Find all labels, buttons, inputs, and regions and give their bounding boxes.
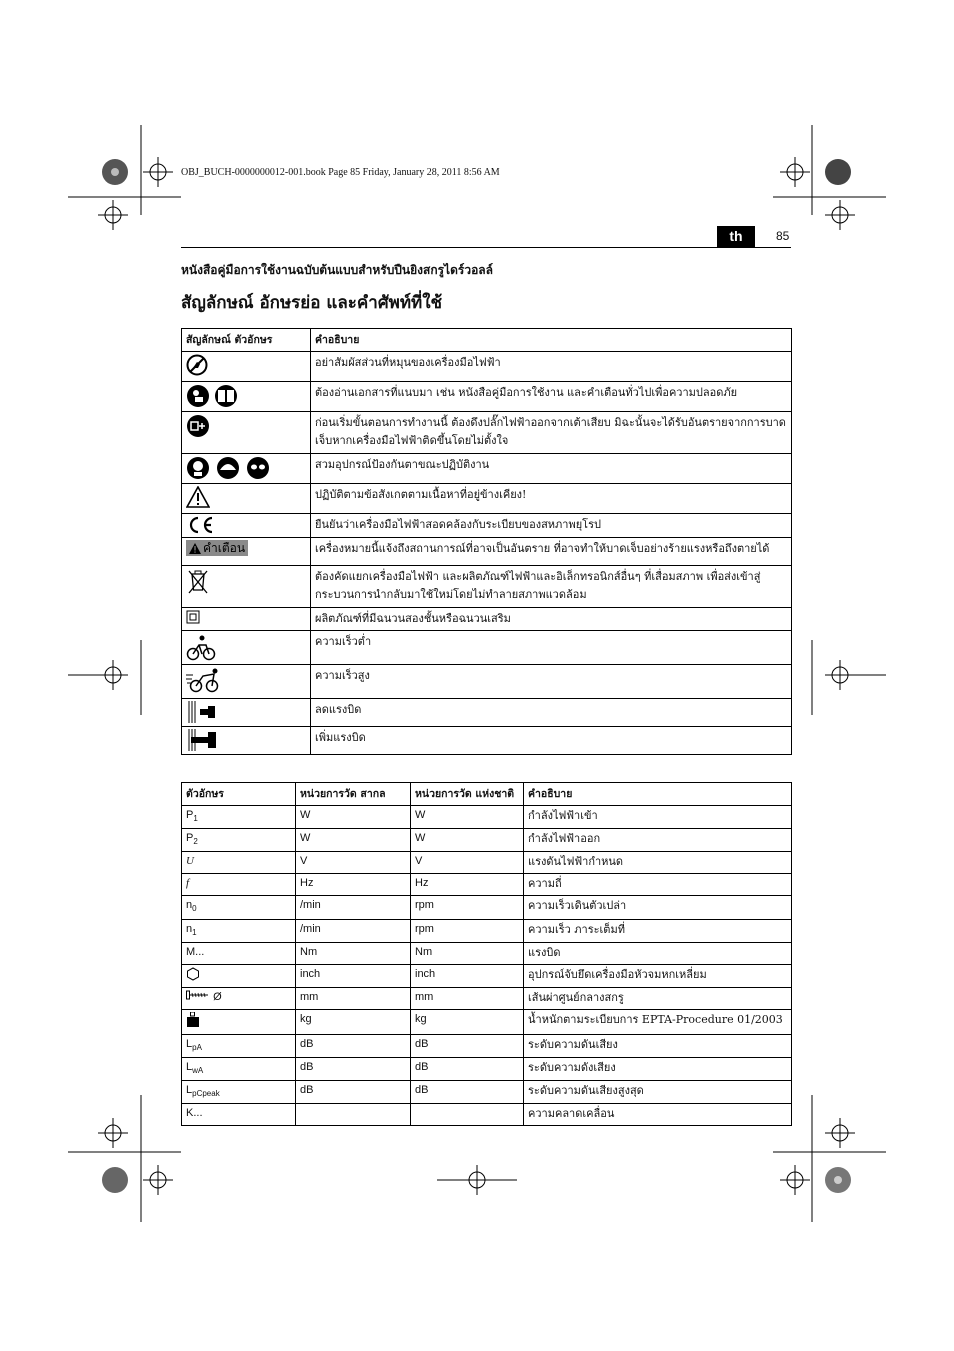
symbol-description: ต้องคัดแยกเครื่องมือไฟฟ้า และผลิตภัณฑ์ไฟฟ้าและอิเล็กทรอนิกส์อื่นๆ ที่เสื่อมสภาพ เพื่อส่งเข้าสู่กระบวนการนำกลับมาใช้ใหม่โดยไม่ทำลายสภาพแวดล้อม [311, 566, 792, 608]
unit-national: rpm [411, 896, 524, 919]
table-row [182, 942, 792, 964]
column-header: หน่วยการวัด สากล [296, 783, 411, 806]
table-row [182, 608, 792, 631]
warning-triangle-icon [189, 543, 201, 554]
table-row [182, 806, 792, 829]
unit-description: ความคลาดเคลื่อน [524, 1104, 792, 1126]
unit-symbol [182, 1009, 296, 1034]
symbol-description: ผลิตภัณฑ์ที่มีฉนวนสองชั้นหรือฉนวนเสริม [311, 608, 792, 631]
unit-national: rpm [411, 919, 524, 942]
unit-description: ระดับความดันเสียงสูงสุด [524, 1081, 792, 1104]
fast-speed-icon [186, 667, 220, 693]
slow-speed-icon [186, 633, 216, 661]
unit-symbol: $L_{wA}$ [182, 1057, 296, 1080]
unit-national: Nm [411, 942, 524, 964]
unit-description: ความถี่ [524, 874, 792, 896]
unit-description: กำลังไฟฟ้าออก [524, 829, 792, 852]
table-row [182, 665, 792, 699]
unit-si: mm [296, 987, 411, 1009]
unit-description: ความเร็วเดินตัวเปล่า [524, 896, 792, 919]
double-insulation-icon [186, 610, 200, 624]
table-row [182, 538, 792, 566]
table-row [182, 919, 792, 942]
protective-equipment-icon [186, 456, 270, 480]
unit-si: Nm [296, 942, 411, 964]
table-row [182, 1104, 792, 1126]
unit-description: ระดับความดันเสียง [524, 1034, 792, 1057]
unit-symbol: $L_{pCpeak}$ [182, 1081, 296, 1104]
symbol-description: ลดแรงบิด [311, 699, 792, 727]
unit-si: kg [296, 1009, 411, 1034]
table-row [182, 514, 792, 538]
unit-national: dB [411, 1034, 524, 1057]
unit-description: แรงดันไฟฟ้ากำหนด [524, 852, 792, 874]
unit-national: W [411, 829, 524, 852]
manual-subtitle: หนังสือคู่มือการใช้งานฉบับต้นแบบสำหรับปืนยิงสกรูไดร์วอลล์ [181, 263, 493, 277]
unit-national [411, 1104, 524, 1126]
unit-national: dB [411, 1057, 524, 1080]
table-row [182, 382, 792, 412]
no-touch-rotating-icon [186, 354, 208, 376]
unit-symbol: K... [182, 1104, 296, 1126]
screw-icon [186, 990, 210, 1000]
symbol-description: ปฏิบัติตามข้อสังเกตตามเนื้อหาที่อยู่ข้างเคียง! [311, 484, 792, 514]
symbols-table [181, 328, 792, 755]
ce-mark-icon [186, 516, 214, 534]
warning-triangle-icon [186, 486, 210, 508]
unit-description: แรงบิด [524, 942, 792, 964]
unit-national: Hz [411, 874, 524, 896]
unit-si: dB [296, 1034, 411, 1057]
unit-symbol: $n_1$ [182, 919, 296, 942]
column-header: สัญลักษณ์ ตัวอักษร [182, 329, 311, 352]
table-row [182, 1009, 792, 1034]
book-info-line: OBJ_BUCH-0000000012-001.book Page 85 Friday, January 28, 2011 8:56 AM [181, 167, 500, 178]
column-header: คำอธิบาย [524, 783, 792, 806]
hex-chuck-icon [186, 967, 200, 981]
table-row [182, 1081, 792, 1104]
column-header: ตัวอักษร [182, 783, 296, 806]
symbol-description: อย่าสัมผัสส่วนที่หมุนของเครื่องมือไฟฟ้า [311, 352, 792, 382]
unit-symbol: $L_{pA}$ [182, 1034, 296, 1057]
unit-national: W [411, 806, 524, 829]
header-rule [181, 247, 791, 248]
unit-si: /min [296, 896, 411, 919]
unit-si: V [296, 852, 411, 874]
unit-symbol: $P_2$ [182, 829, 296, 852]
table-row [182, 699, 792, 727]
unit-si: dB [296, 1081, 411, 1104]
table-row [182, 874, 792, 896]
warning-badge [186, 540, 248, 556]
unit-national: dB [411, 1081, 524, 1104]
unit-symbol [182, 964, 296, 987]
table-row [182, 829, 792, 852]
torque-decrease-icon [186, 701, 218, 723]
table-row [182, 1057, 792, 1080]
table-row [182, 454, 792, 484]
unit-si: inch [296, 964, 411, 987]
table-row [182, 566, 792, 608]
table-row [182, 987, 792, 1009]
table-row [182, 852, 792, 874]
unit-symbol: U [182, 852, 296, 874]
column-header: คำอธิบาย [311, 329, 792, 352]
read-manual-icon [186, 384, 240, 408]
symbol-description: ต้องอ่านเอกสารที่แนบมา เช่น หนังสือคู่มือการใช้งาน และคำเตือนทั่วไปเพื่อความปลอดภัย [311, 382, 792, 412]
unit-si: Hz [296, 874, 411, 896]
symbol-description: ความเร็วต่ำ [311, 631, 792, 665]
table-header-row [182, 783, 792, 806]
table-row [182, 964, 792, 987]
unit-description: กำลังไฟฟ้าเข้า [524, 806, 792, 829]
unit-si: W [296, 829, 411, 852]
unit-symbol: $n_0$ [182, 896, 296, 919]
unit-si: dB [296, 1057, 411, 1080]
unit-description: เส้นผ่าศูนย์กลางสกรู [524, 987, 792, 1009]
page-title: สัญลักษณ์ อักษรย่อ และคำศัพท์ที่ใช้ [181, 293, 443, 313]
unit-symbol: f [182, 874, 296, 896]
unit-symbol: M... [182, 942, 296, 964]
column-header: หน่วยการวัด แห่งชาติ [411, 783, 524, 806]
torque-increase-icon [186, 729, 218, 751]
table-row [182, 1034, 792, 1057]
page-number: 85 [776, 229, 790, 243]
symbol-description: เครื่องหมายนี้แจ้งถึงสถานการณ์ที่อาจเป็นอันตราย ที่อาจทำให้บาดเจ็บอย่างร้ายแรงหรือถึงตายได้ [311, 538, 792, 566]
symbol-description: สวมอุปกรณ์ป้องกันตาขณะปฏิบัติงาน [311, 454, 792, 484]
table-row [182, 352, 792, 382]
table-row [182, 896, 792, 919]
unit-si: /min [296, 919, 411, 942]
unit-si [296, 1104, 411, 1126]
symbol-description: เพิ่มแรงบิด [311, 727, 792, 755]
unit-symbol: $P_1$ [182, 806, 296, 829]
unit-description: น้ำหนักตามระเบียบการ EPTA-Procedure 01/2003 [524, 1009, 792, 1034]
unplug-icon [186, 414, 210, 438]
weight-icon [186, 1012, 200, 1028]
unit-description: อุปกรณ์จับยึดเครื่องมือหัวจมหกเหลี่ยม [524, 964, 792, 987]
unit-symbol: Ø [182, 987, 296, 1009]
table-row [182, 727, 792, 755]
table-row [182, 412, 792, 454]
unit-national: mm [411, 987, 524, 1009]
unit-national: kg [411, 1009, 524, 1034]
language-tab: th [717, 226, 755, 247]
unit-description: ความเร็ว ภาระเต็มที่ [524, 919, 792, 942]
unit-national: V [411, 852, 524, 874]
table-row [182, 631, 792, 665]
crossed-bin-icon [186, 568, 210, 596]
units-table [181, 782, 792, 1126]
symbol-description: ยืนยันว่าเครื่องมือไฟฟ้าสอดคล้องกับระเบียบของสหภาพยุโรป [311, 514, 792, 538]
unit-description: ระดับความดังเสียง [524, 1057, 792, 1080]
symbol-description: ก่อนเริ่มขั้นตอนการทำงานนี้ ต้องดึงปลั๊กไฟฟ้าออกจากเต้าเสียบ มิฉะนั้นจะได้รับอันตรายจากการบาดเจ็บหากเครื่องมือไฟฟ้าติดขึ้นโดยไม่ตั้งใจ [311, 412, 792, 454]
table-header-row [182, 329, 792, 352]
unit-national: inch [411, 964, 524, 987]
unit-si: W [296, 806, 411, 829]
warning-badge-label: คำเตือน [203, 541, 246, 555]
table-row [182, 484, 792, 514]
symbol-description: ความเร็วสูง [311, 665, 792, 699]
